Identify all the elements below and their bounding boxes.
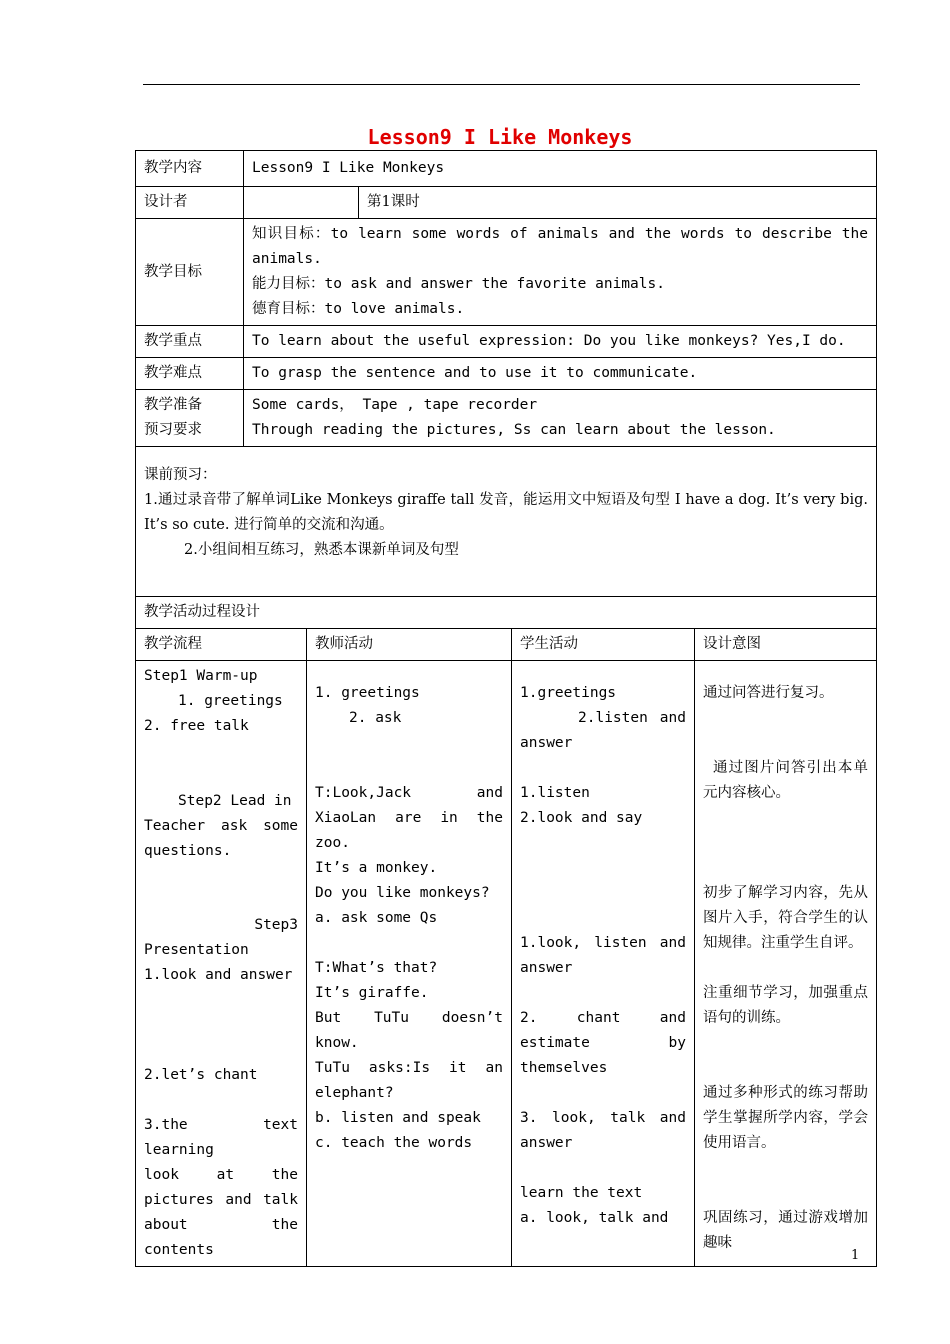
teacher-line: T:Look,Jack and XiaoLan are in the zoo. — [315, 785, 503, 851]
teacher-line: Do you like monkeys? — [315, 885, 490, 901]
process-heading: 教学活动过程设计 — [136, 597, 877, 629]
flow-line — [144, 739, 298, 764]
pre-study-item-1: 1.通过录音带了解单词Like Monkeys giraffe tall 发音，能运用文中短语及句型 I have a dog. It’s very big. It’s so cute. 进行简单的交流和沟通。 — [144, 492, 868, 533]
intent-line — [703, 806, 868, 831]
header-rule — [143, 84, 860, 85]
page-number: 1 — [851, 1248, 860, 1263]
pre-study-heading: 课前预习： — [144, 467, 217, 483]
flow-line — [144, 764, 298, 789]
pre-study-item-2: 2.小组间相互练习，熟悉本课新单词及句型 — [184, 542, 459, 558]
period-label: 第1课时 — [359, 187, 877, 219]
teacher-line — [315, 931, 503, 956]
teacher-cell — [307, 661, 512, 1267]
student-line — [520, 981, 686, 1006]
student-line — [520, 881, 686, 906]
teacher-line — [315, 756, 503, 781]
flow-line — [144, 988, 298, 1013]
intent-line — [703, 831, 868, 856]
goal-moral: 德育目标：to love animals. — [252, 301, 465, 317]
pre-study-cell — [136, 447, 877, 597]
flow-line: Step2 Lead in — [178, 793, 292, 809]
col-intent-header: 设计意图 — [695, 629, 877, 661]
intent-line: 通过图片问答引出本单元内容核心。 — [703, 760, 868, 801]
student-line: 3. look, talk and answer — [520, 1110, 686, 1151]
prep-label: 教学准备 — [144, 397, 202, 413]
intent-line — [703, 1031, 868, 1056]
teacher-line: It’s a monkey. — [315, 860, 438, 876]
content-value: Lesson9 I Like Monkeys — [244, 151, 877, 187]
intent-line: 通过问答进行复习。 — [703, 685, 834, 701]
goals-cell — [244, 219, 877, 326]
student-line: 2.look and say — [520, 810, 643, 826]
flow-line — [144, 1038, 298, 1063]
teacher-line: T:What’s that? — [315, 960, 438, 976]
intent-line: 注重细节学习，加强重点语句的训练。 — [703, 985, 868, 1026]
flow-line: 1.look and answer — [144, 967, 293, 983]
student-line — [520, 906, 686, 931]
flow-line: Step3 — [254, 917, 298, 933]
student-line — [520, 831, 686, 856]
teacher-line: a. ask some Qs — [315, 910, 438, 926]
student-line: 2.listen and answer — [520, 710, 686, 751]
flow-line: 2. free talk — [144, 718, 249, 734]
designer-value — [244, 187, 359, 219]
flow-line: look at the pictures and talk about the contents — [144, 1167, 298, 1258]
difficulty-value: To grasp the sentence and to use it to communicate. — [244, 358, 877, 390]
intent-line — [703, 1156, 868, 1181]
flow-line: 2.let’s chant — [144, 1067, 258, 1083]
difficulty-label: 教学难点 — [136, 358, 244, 390]
content-label: 教学内容 — [136, 151, 244, 187]
intent-line — [703, 856, 868, 881]
student-line: 1.greetings — [520, 685, 617, 701]
intent-line — [703, 706, 868, 731]
flow-line: 3.the text learning — [144, 1117, 298, 1158]
flow-line: 1. greetings — [178, 693, 283, 709]
intent-line: 巩固练习，通过游戏增加趣味 — [703, 1210, 868, 1251]
lesson-plan-table — [135, 150, 877, 1267]
col-teacher-header: 教师活动 — [307, 629, 512, 661]
teacher-line — [315, 731, 503, 756]
flow-line — [144, 1088, 298, 1113]
key-value: To learn about the useful expression: Do you like monkeys? Yes,I do. — [244, 326, 877, 358]
teacher-line: It’s giraffe. — [315, 985, 429, 1001]
flow-line — [144, 885, 298, 910]
key-label: 教学重点 — [136, 326, 244, 358]
teacher-line: But TuTu doesn’t know. — [315, 1010, 503, 1051]
flow-line: Teacher ask some questions. — [144, 818, 298, 859]
student-line — [520, 1081, 686, 1106]
flow-cell — [136, 661, 307, 1267]
student-line — [520, 1156, 686, 1181]
page-title: Lesson9 I Like Monkeys — [367, 125, 633, 149]
student-line: 2. chant and estimate by themselves — [520, 1010, 686, 1076]
goals-label: 教学目标 — [136, 219, 244, 326]
flow-line — [144, 1013, 298, 1038]
col-student-header: 学生活动 — [512, 629, 695, 661]
intent-line: 通过多种形式的练习帮助学生掌握所学内容，学会使用语言。 — [703, 1085, 868, 1151]
designer-label: 设计者 — [136, 187, 244, 219]
teacher-line: 1. greetings — [315, 685, 420, 701]
student-line — [520, 756, 686, 781]
student-line: 1.listen — [520, 785, 590, 801]
student-line: learn the text — [520, 1185, 643, 1201]
prep-preview-values — [244, 390, 877, 447]
flow-line: Step1 Warm-up — [144, 668, 258, 684]
prep-preview-labels — [136, 390, 244, 447]
preview-label: 预习要求 — [144, 422, 202, 438]
col-flow-header: 教学流程 — [136, 629, 307, 661]
goal-knowledge: 知识目标：to learn some words of animals and the words to describe the animals. — [252, 226, 868, 267]
intent-line: 初步了解学习内容，先从图片入手，符合学生的认知规律。注重学生自评。 — [703, 885, 868, 951]
teacher-line: 2. ask — [349, 710, 402, 726]
intent-line — [703, 956, 868, 981]
student-cell — [512, 661, 695, 1267]
teacher-line: TuTu asks:Is it an elephant? — [315, 1060, 503, 1101]
goal-ability: 能力目标：to ask and answer the favorite animals. — [252, 276, 665, 292]
intent-cell — [695, 661, 877, 1267]
preview-value: Through reading the pictures, Ss can learn about the lesson. — [252, 422, 776, 438]
intent-line — [703, 1181, 868, 1206]
teacher-line: c. teach the words — [315, 1135, 473, 1151]
intent-line — [703, 731, 868, 756]
student-line: 1.look, listen and answer — [520, 935, 686, 976]
student-line: a. look, talk and — [520, 1210, 669, 1226]
teacher-line: b. listen and speak — [315, 1110, 481, 1126]
flow-line: Presentation — [144, 942, 249, 958]
prep-value: Some cards， Tape , tape recorder — [252, 397, 538, 413]
student-line — [520, 856, 686, 881]
intent-line — [703, 1056, 868, 1081]
